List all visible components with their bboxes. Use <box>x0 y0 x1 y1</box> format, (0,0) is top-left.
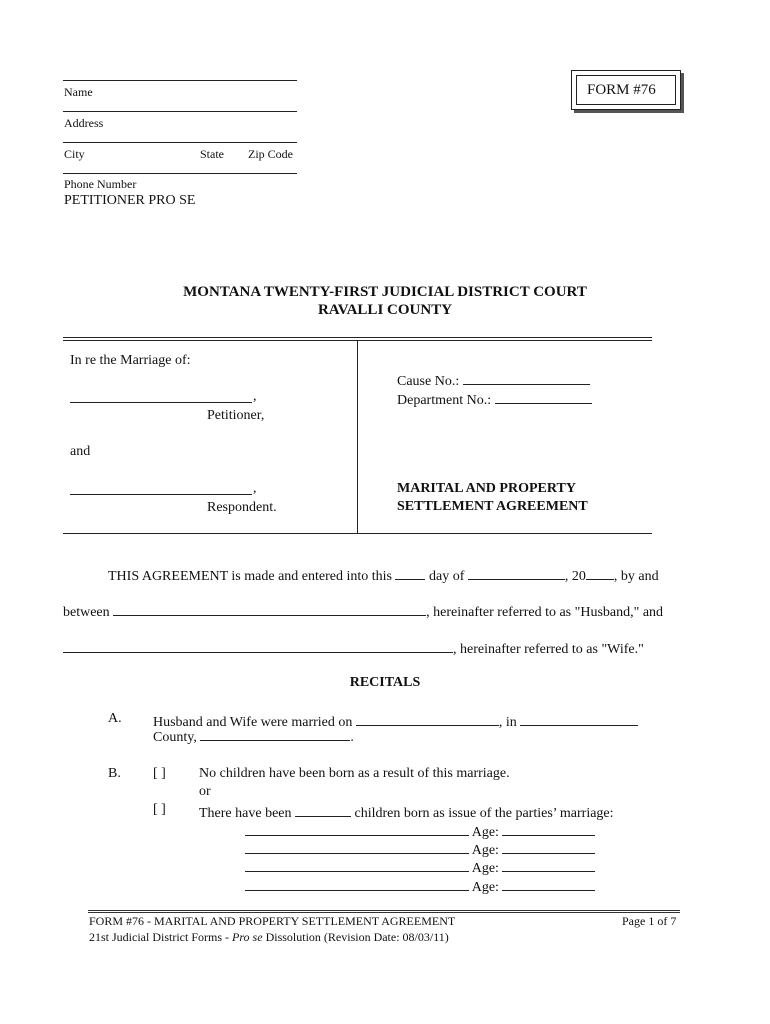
caption-top-rule-1 <box>63 337 652 338</box>
document-title-line1: MARITAL AND PROPERTY <box>397 481 576 496</box>
child-row <box>245 857 595 877</box>
children-count-row <box>199 802 614 822</box>
name-label: Name <box>64 85 93 99</box>
footer-form-title: FORM #76 - MARITAL AND PROPERTY SETTLEMENT AGREEMENT <box>89 914 456 928</box>
court-county: RAVALLI COUNTY <box>317 302 453 318</box>
child-age-field[interactable] <box>502 857 595 872</box>
caption-divider <box>357 340 358 533</box>
phone-line[interactable] <box>63 173 297 174</box>
document-title-line2: SETTLEMENT AGREEMENT <box>397 499 588 514</box>
children-born-text: children born as issue of the parties’ marriage: <box>354 806 614 821</box>
no-children-text: No children have been born as a result of this marriage. <box>199 766 510 781</box>
in-re-label: In re the Marriage of: <box>70 353 191 368</box>
agreement-line-2 <box>63 601 663 621</box>
footer-dissolution-text: Dissolution (Revision Date: 08/03/11) <box>262 930 449 944</box>
recitals-heading: RECITALS <box>349 675 421 690</box>
year-prefix-text: , 20 <box>564 569 586 584</box>
county-text: County, <box>153 730 197 745</box>
cause-no-field[interactable] <box>463 370 590 385</box>
agreement-line-1 <box>108 565 659 585</box>
married-on-text: Husband and Wife were married on <box>153 715 353 730</box>
marriage-place-field[interactable] <box>520 711 638 726</box>
form-number-box <box>571 70 681 110</box>
petitioner-name-line[interactable] <box>70 402 252 403</box>
child-row <box>245 876 595 896</box>
department-no-row <box>397 389 592 409</box>
month-field[interactable] <box>468 565 565 580</box>
department-no-field[interactable] <box>495 389 592 404</box>
wife-reference-text: , hereinafter referred to as "Wife." <box>453 642 644 657</box>
child-name-field[interactable] <box>245 839 469 854</box>
wife-name-field[interactable] <box>63 638 453 653</box>
recital-b-letter: B. <box>108 766 121 781</box>
and-label: and <box>70 444 91 459</box>
recital-a-line-1 <box>153 711 638 731</box>
footer-forms-text: 21st Judicial District Forms - <box>89 930 232 944</box>
city-label: City <box>64 147 85 161</box>
respondent-comma: , <box>253 481 257 496</box>
agreement-intro-text: THIS AGREEMENT is made and entered into this <box>108 569 392 584</box>
age-label: Age: <box>471 861 499 876</box>
no-children-checkbox[interactable]: [ ] <box>153 766 166 781</box>
day-field[interactable] <box>395 565 425 580</box>
husband-reference-text: , hereinafter referred to as "Husband," and <box>426 605 664 620</box>
child-name-field[interactable] <box>245 821 469 836</box>
child-age-field[interactable] <box>502 876 595 891</box>
year-field[interactable] <box>586 565 614 580</box>
name-line[interactable] <box>63 80 297 81</box>
state-label: State <box>200 147 224 161</box>
age-label: Age: <box>471 825 499 840</box>
department-no-label: Department No.: <box>397 393 492 408</box>
there-have-been-text: There have been <box>199 806 292 821</box>
child-age-field[interactable] <box>502 839 595 854</box>
footer-page-number: Page 1 of 7 <box>622 914 677 928</box>
cause-no-row <box>397 370 590 390</box>
recital-a-letter: A. <box>108 711 122 726</box>
footer-revision-line <box>89 930 449 945</box>
county-field[interactable] <box>200 730 350 741</box>
by-and-text: , by and <box>613 569 659 584</box>
address-line[interactable] <box>63 111 297 112</box>
or-text: or <box>199 784 211 799</box>
children-checkbox[interactable]: [ ] <box>153 802 166 817</box>
footer-rule-2 <box>88 912 680 913</box>
phone-label: Phone Number <box>64 177 137 191</box>
between-text: between <box>63 605 110 620</box>
child-name-field[interactable] <box>245 857 469 872</box>
caption-bottom-rule <box>63 533 652 534</box>
child-row <box>245 821 595 841</box>
marriage-date-field[interactable] <box>356 711 499 726</box>
city-state-zip-line[interactable] <box>63 142 297 143</box>
age-label: Age: <box>471 880 499 895</box>
footer-pro-se-text: Pro se <box>232 930 263 944</box>
respondent-label: Respondent. <box>207 500 277 515</box>
children-count-field[interactable] <box>295 802 351 817</box>
respondent-name-line[interactable] <box>70 494 252 495</box>
party-label: PETITIONER PRO SE <box>64 193 196 208</box>
child-row <box>245 839 595 859</box>
address-label: Address <box>64 116 104 130</box>
in-text: , in <box>498 715 517 730</box>
zip-label: Zip Code <box>248 147 293 161</box>
petitioner-comma: , <box>253 389 257 404</box>
husband-name-field[interactable] <box>113 601 426 616</box>
cause-no-label: Cause No.: <box>397 374 460 389</box>
county-period: . <box>350 730 354 745</box>
child-name-field[interactable] <box>245 876 469 891</box>
court-name: MONTANA TWENTY-FIRST JUDICIAL DISTRICT COURT <box>183 284 587 300</box>
recital-a-line-2 <box>153 730 354 746</box>
agreement-line-3 <box>63 638 644 658</box>
child-age-field[interactable] <box>502 821 595 836</box>
day-of-text: day of <box>428 569 465 584</box>
petitioner-label: Petitioner, <box>207 408 265 423</box>
age-label: Age: <box>471 843 499 858</box>
footer-rule-1 <box>88 910 680 911</box>
form-number: FORM #76 <box>576 75 676 105</box>
